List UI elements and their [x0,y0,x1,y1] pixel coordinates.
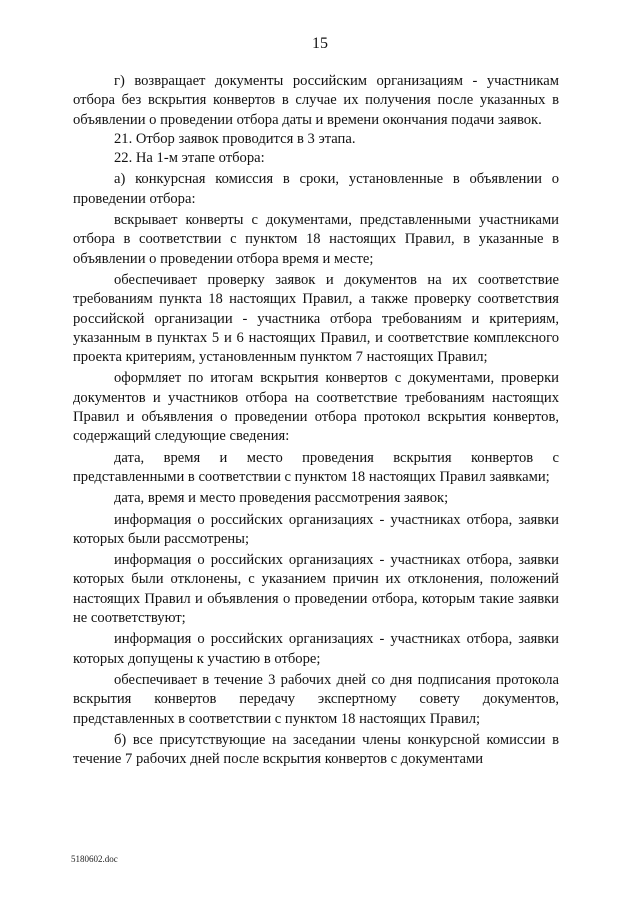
paragraph: б) все присутствующие на заседании члены конкурсной комиссии в течение 7 рабочих дней после вскрытия конвертов с документами [73,731,559,768]
paragraph: информация о российских организациях - участниках отбора, заявки которых были отклонены, с указанием причин их отклонения, положений настоящих Правил и объявления о проведении отбора, которым такие заявки не соответствуют; [73,552,559,627]
paragraph: а) конкурсная комиссия в сроки, установленные в объявлении о проведении отбора: [73,171,559,207]
paragraph: обеспечивает проверку заявок и документов на их соответствие требованиям пункта 18 настоящих Правил, а также проверку соответствия российской организации - участника отбора требованиям и критериям, указанным в пунктах 5 и 6 настоящих Правил, и соответствие комплексного проекта критериям, установленным пунктом 7 настоящих Правил; [73,271,559,366]
paragraph: дата, время и место проведения вскрытия конвертов с представленными в соответствии с пунктом 18 настоящих Правил заявками; [73,449,559,485]
paragraph: информация о российских организациях - участниках отбора, заявки которых допущены к участию в отборе; [73,631,559,667]
document-body [73,72,559,769]
footer-filename: 5180602.doc [71,854,118,864]
paragraph: г) возвращает документы российским организациям - участникам отбора без вскрытия конвертов в случае их получения после указанных в объявлении о проведении отбора даты и времени окончания подачи заявок. [73,73,559,128]
paragraph: обеспечивает в течение 3 рабочих дней со дня подписания протокола вскрытия конвертов передачу экспертному совету документов, представленных в соответствии с пунктом 18 настоящих Правил; [73,671,559,727]
page-number: 15 [312,35,328,52]
paragraph: 21. Отбор заявок проводится в 3 этапа. [114,130,356,147]
paragraph: информация о российских организациях - участниках отбора, заявки которых были рассмотрены; [73,511,559,547]
paragraph: 22. На 1-м этапе отбора: [114,150,265,167]
paragraph: дата, время и место проведения рассмотрения заявок; [114,490,449,507]
paragraph: оформляет по итогам вскрытия конвертов с документами, проверки документов и участников отбора на соответствие требованиям настоящих Правил и объявления о проведении отбора протокол вскрытия конвертов, содержащий следующие сведения: [73,370,559,445]
paragraph: вскрывает конверты с документами, представленными участниками отбора в соответствии с пунктом 18 настоящих Правил, в указанные в объявлении о проведении отбора время и месте; [73,212,559,267]
